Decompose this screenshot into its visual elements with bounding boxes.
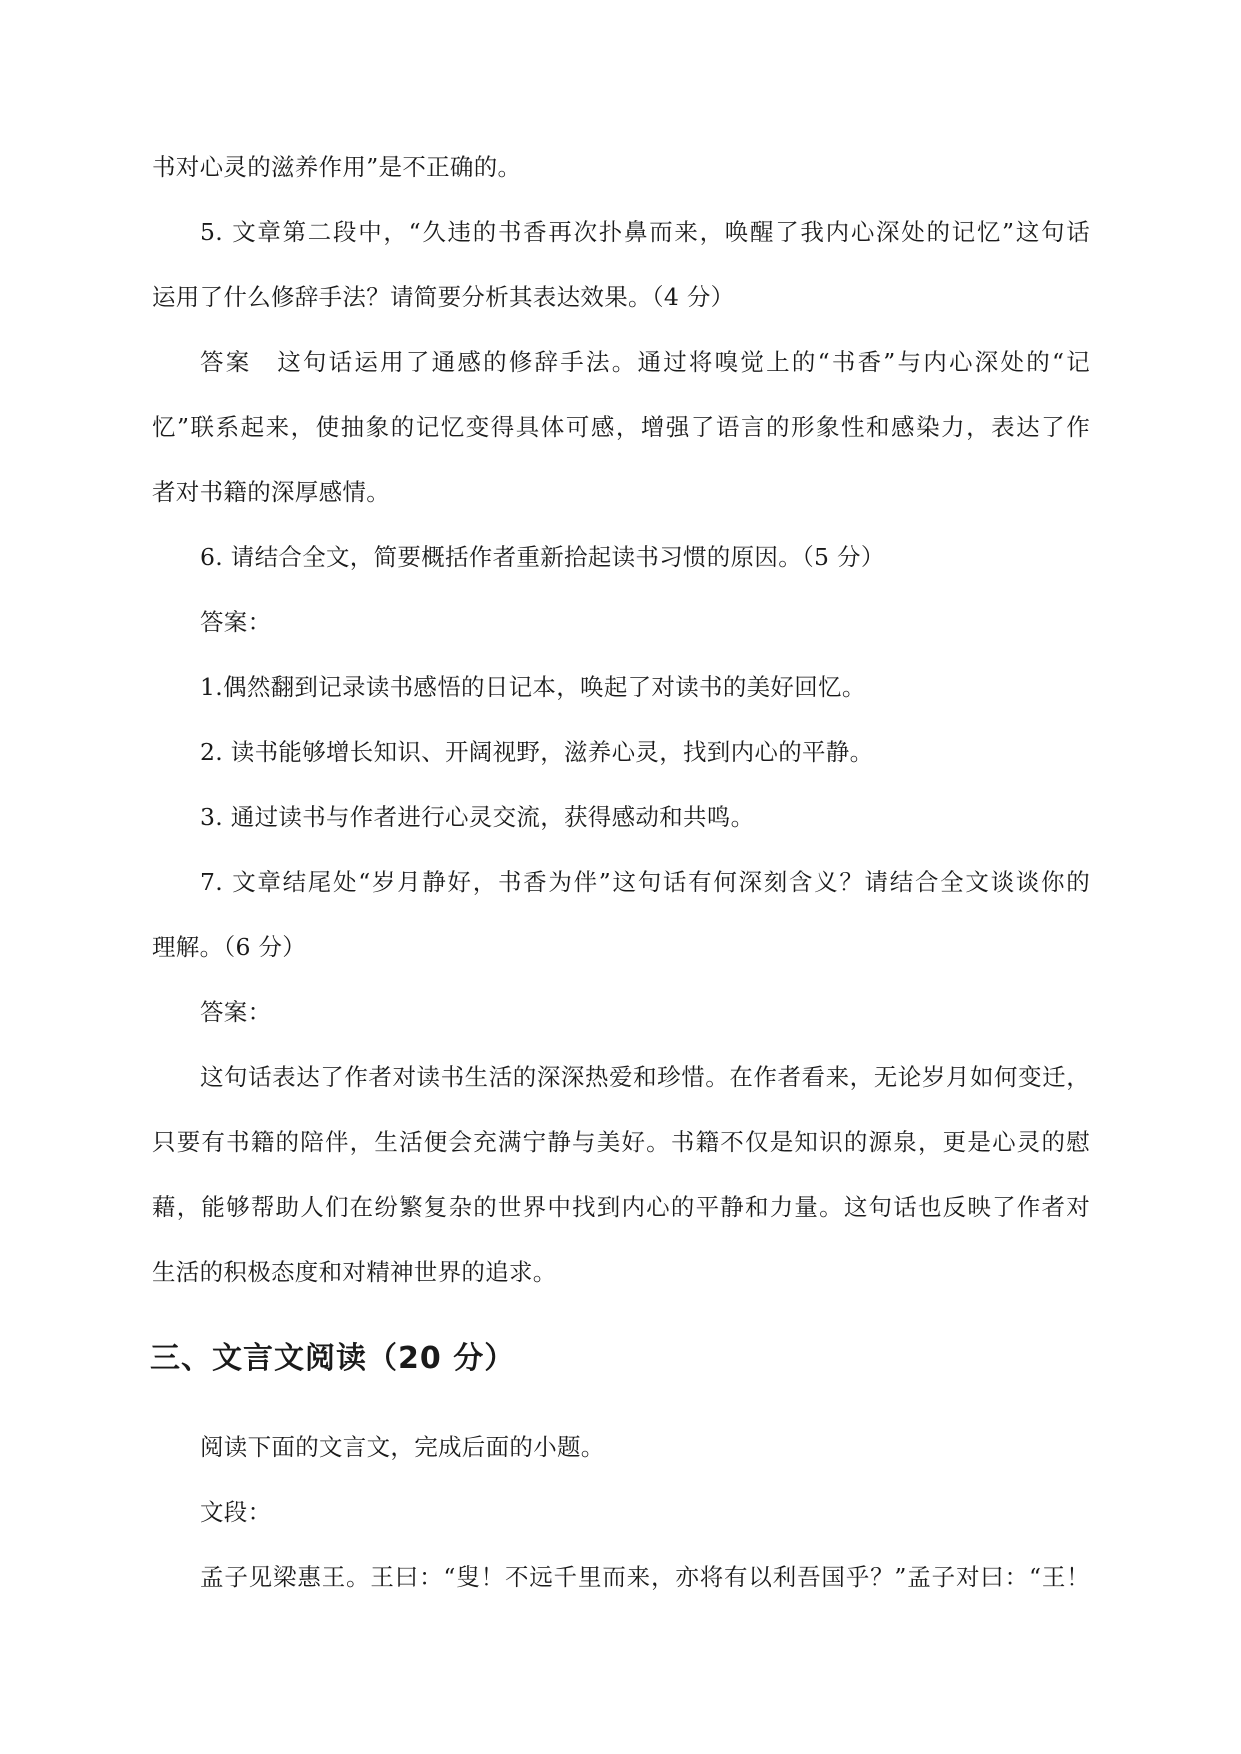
question-7-line: 7. 文章结尾处“岁月静好，书香为伴”这句话有何深刻含义？请结合全文谈谈你的 [200,868,1090,896]
answer-5-line: 者对书籍的深厚感情。 [152,478,390,506]
answer-6-label: 答案： [200,608,272,636]
paragraph-line: 书对心灵的滋养作用”是不正确的。 [152,153,522,181]
answer-7-line: 生活的积极态度和对精神世界的追求。 [152,1258,557,1286]
passage-label: 文段： [200,1498,272,1526]
section-heading: 三、文言文阅读（20 分） [150,1341,516,1376]
answer-6-item: 1.偶然翻到记录读书感悟的日记本，唤起了对读书的美好回忆。 [200,673,866,701]
question-7-line: 理解。（6 分） [152,933,307,961]
answer-5-line: 答案 这句话运用了通感的修辞手法。通过将嗅觉上的“书香”与内心深处的“记 [200,348,1090,376]
passage-line: 孟子见梁惠王。王曰：“叟！不远千里而来，亦将有以利吾国乎？”孟子对曰：“王！ [200,1563,1090,1591]
answer-5-line: 忆”联系起来，使抽象的记忆变得具体可感，增强了语言的形象性和感染力，表达了作 [152,413,1090,441]
answer-6-item: 2. 读书能够增长知识、开阔视野，滋养心灵，找到内心的平静。 [200,738,874,766]
section-instruction: 阅读下面的文言文，完成后面的小题。 [200,1433,605,1461]
answer-6-item: 3. 通过读书与作者进行心灵交流，获得感动和共鸣。 [200,803,755,831]
question-6-line: 6. 请结合全文，简要概括作者重新拾起读书习惯的原因。（5 分） [200,543,885,571]
answer-7-line: 这句话表达了作者对读书生活的深深热爱和珍惜。在作者看来，无论岁月如何变迁， [200,1063,1090,1091]
answer-7-line: 藉，能够帮助人们在纷繁复杂的世界中找到内心的平静和力量。这句话也反映了作者对 [152,1193,1090,1221]
answer-7-label: 答案： [200,998,272,1026]
question-5-line: 运用了什么修辞手法？请简要分析其表达效果。（4 分） [152,283,735,311]
question-5-line: 5. 文章第二段中，“久违的书香再次扑鼻而来，唤醒了我内心深处的记忆”这句话 [200,218,1090,246]
answer-7-line: 只要有书籍的陪伴，生活便会充满宁静与美好。书籍不仅是知识的源泉，更是心灵的慰 [152,1128,1090,1156]
